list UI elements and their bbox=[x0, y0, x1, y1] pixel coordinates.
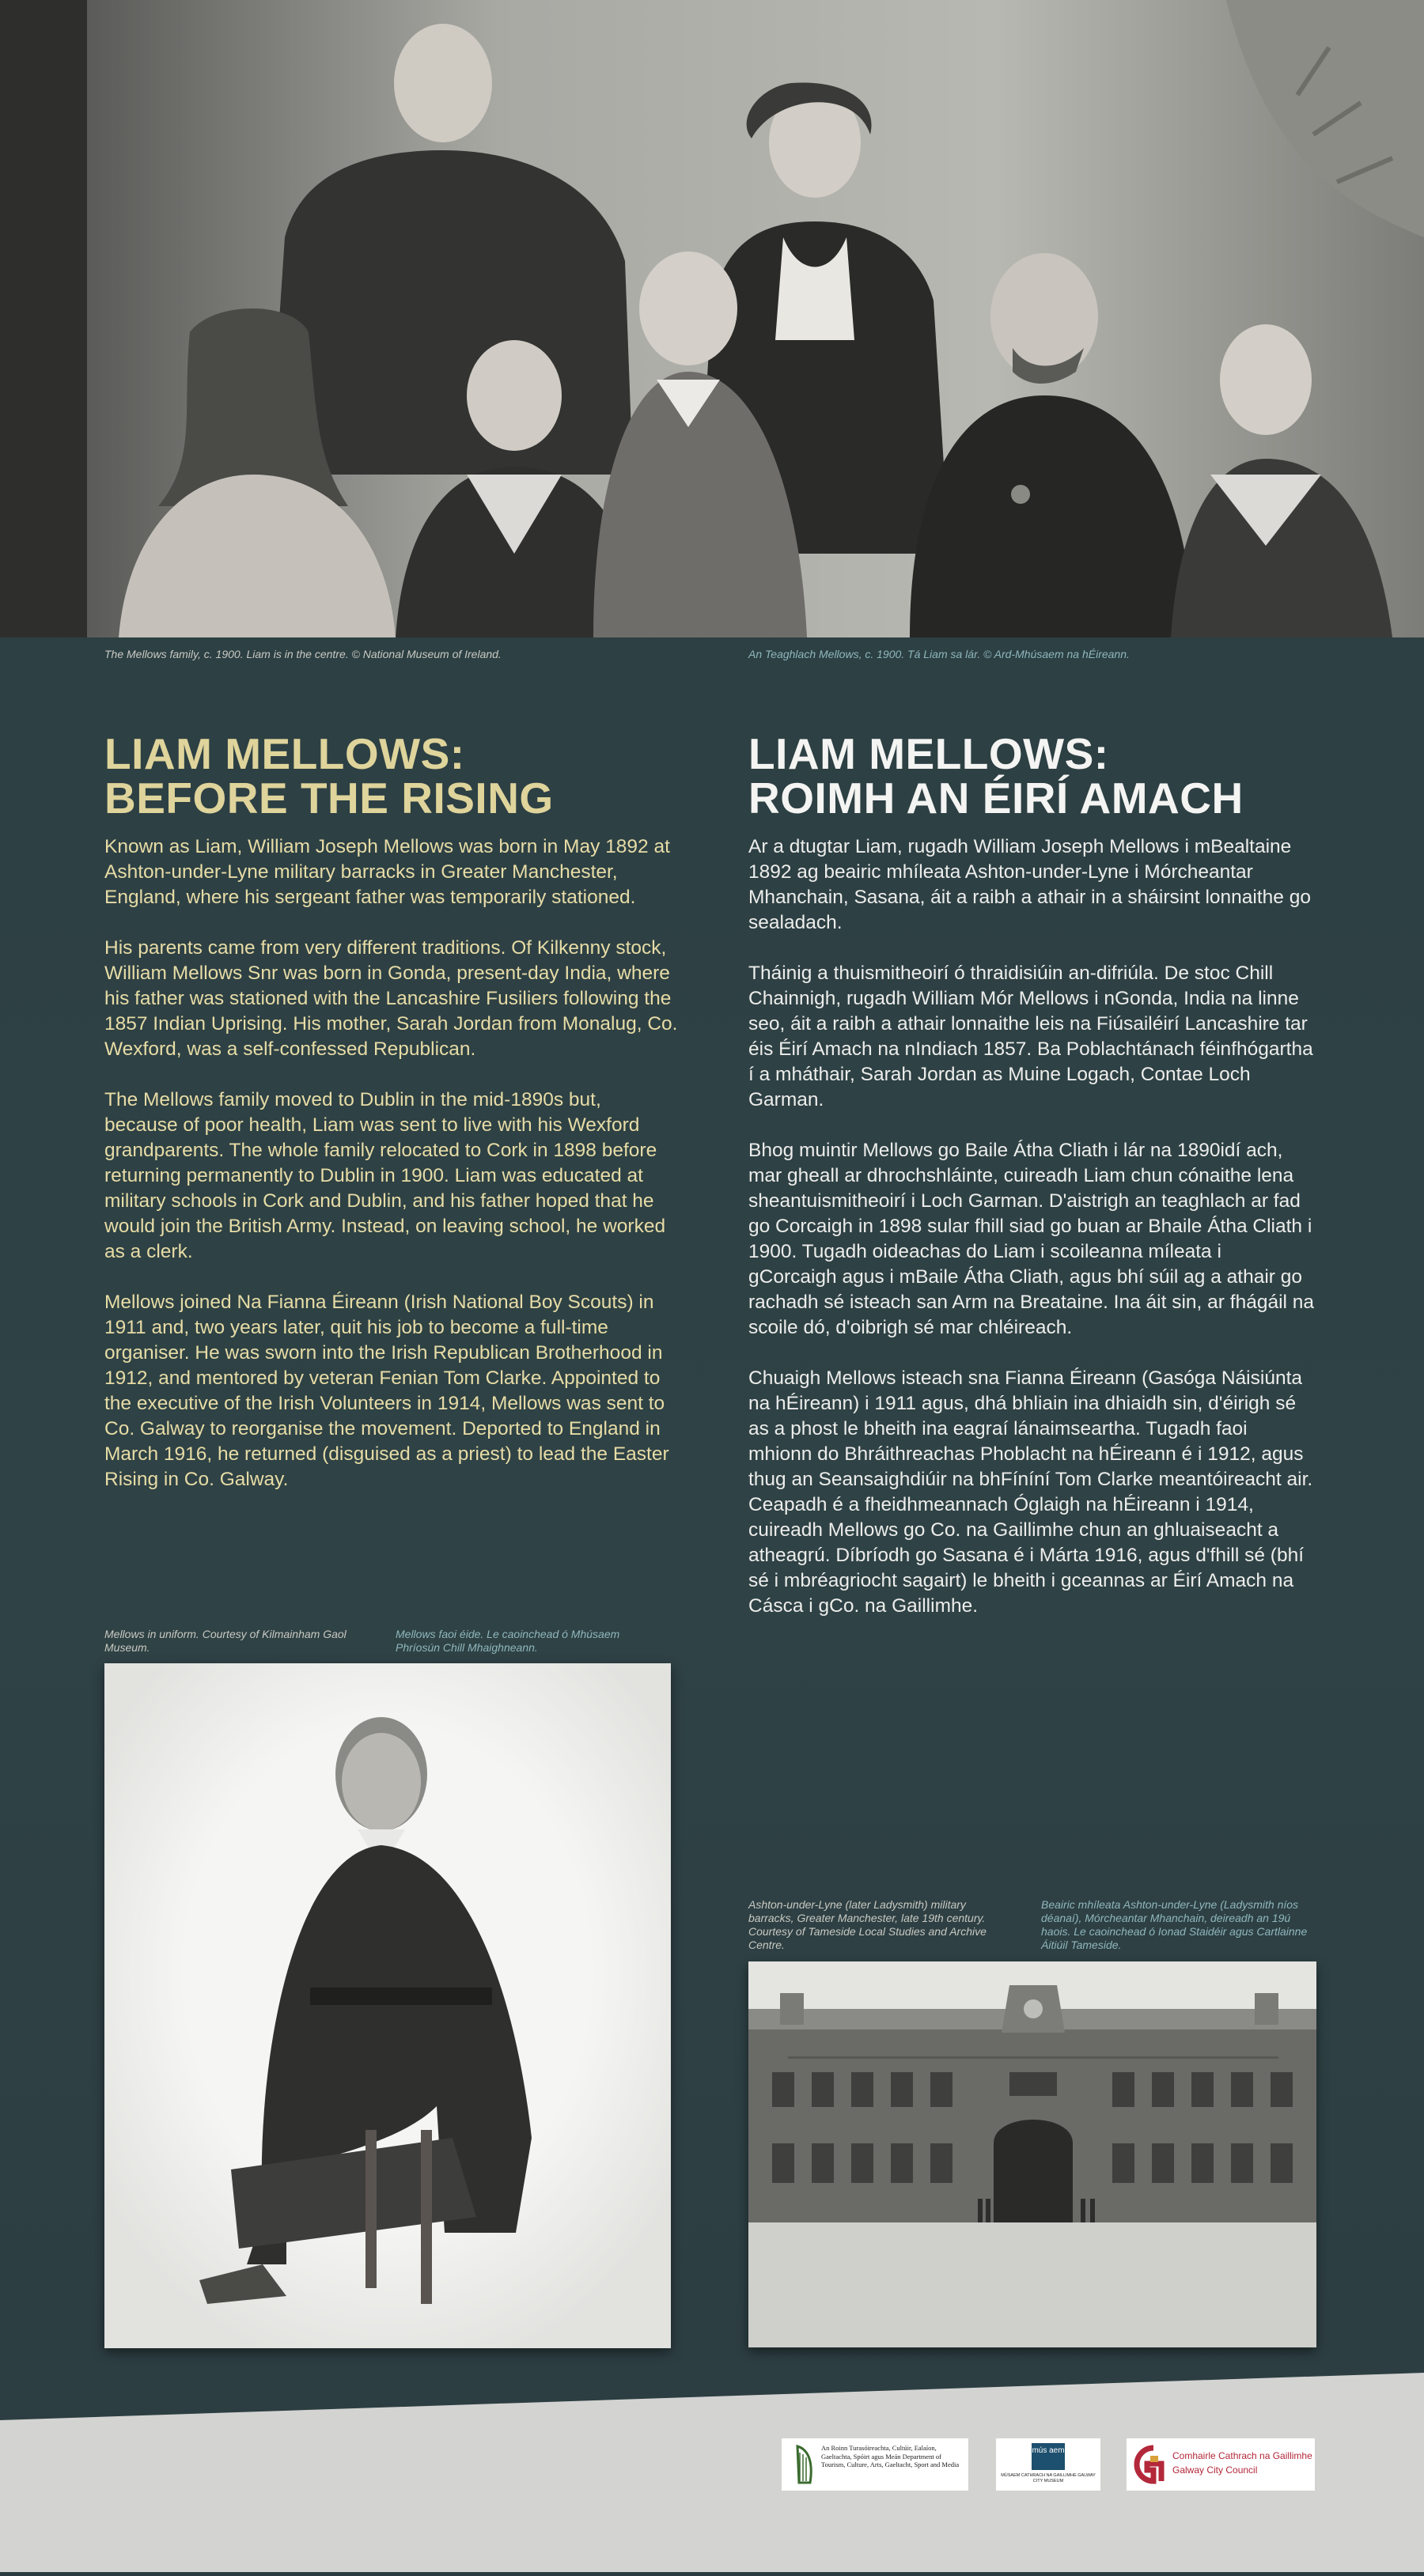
harp-icon bbox=[788, 2438, 820, 2491]
barracks-illustration bbox=[748, 1961, 1316, 2347]
galway-city-council-logo bbox=[1127, 2438, 1315, 2491]
galway-city-museum-logo bbox=[996, 2438, 1100, 2491]
uniform-caption-english: Mellows in uniform. Courtesy of Kilmainham Gaol Museum. bbox=[104, 1628, 347, 1654]
irish-heading bbox=[748, 729, 1381, 823]
uniform-portrait-illustration bbox=[104, 1663, 671, 2348]
english-heading-line2: BEFORE THE RISING bbox=[104, 774, 554, 823]
irish-paragraph: Ar a dtugtar Liam, rugadh William Joseph Mellows i mBealtaine 1892 ag beairic mhíleata Ashton-under-Lyne i Mórcheantar Mhanchain, Sasana, áit a raibh a athair in a sháirsint lonnaithe go sealadach. bbox=[748, 836, 1311, 933]
family-photograph bbox=[0, 0, 1424, 637]
barracks-caption-english: Ashton-under-Lyne (later Ladysmith) military barracks, Greater Manchester, late 19th century. Courtesy of Tameside Local Studies and Archive Centre. bbox=[748, 1898, 987, 1951]
museum-name-text: MÚSAEM CATHRACH NA GAILLIMHE GALWAY CITY MUSEUM bbox=[1001, 2473, 1096, 2483]
irish-paragraph: Bhog muintir Mellows go Baile Átha Cliath i lár na 1890idí ach, mar gheall ar dhrochshláinte, cuireadh Liam chun cónaithe lena sheantuismitheoirí i Loch Garman. D'aistrigh an teaghlach ar fad go Corcaigh in 1898 sular fhill siad go buan ar Bhaile Átha Cliath i 1900. Tugadh oideachas do Liam i scoileanna míleata i gCorcaigh agus i mBaile Átha Cliath, agus bhí súil ag a athair go rachadh sé isteach san Arm na Breataine. Ina áit sin, ar fhágáil na scoile dó, d'oibrigh sé mar chléireach. bbox=[748, 1140, 1315, 1338]
irish-text-column bbox=[748, 834, 1314, 1644]
uniform-caption-irish: Mellows faoi éide. Le caoinchead ó Mhúsaem Phríosún Chill Mhaighneann. bbox=[396, 1628, 620, 1654]
department-logo bbox=[782, 2438, 968, 2491]
irish-paragraph: Tháinig a thuismitheoirí ó thraidisiúin an-difriúla. De stoc Chill Chainnigh, rugadh William Mór Mellows i nGonda, India na linne seo, áit a raibh a athair lonnaithe leis na Fiúsailéirí Lancashire tar éis Éirí Amach na nIndiach 1857. Ba Poblachtánach féinfhógartha í a mháthair, Sarah Jordan as Muine Logach, Contae Loch Garman. bbox=[748, 963, 1313, 1110]
museum-mark-icon bbox=[1032, 2443, 1065, 2470]
english-text-column bbox=[104, 834, 678, 1518]
department-logo-text: An Roinn Turasóireachta, Cultúir, Ealaíon, Gaeltachta, Spóirt agus Meán Department of Tourism, Culture, Arts, Gaeltacht, Sport and Media bbox=[821, 2444, 960, 2468]
museum-mark-text: mús aem bbox=[1032, 2446, 1065, 2455]
barracks-caption-irish: Beairic mhíleata Ashton-under-Lyne (Ladysmith níos déanaí), Mórcheantar Mhanchain, deireadh an 19ú haois. Le caoinchead ó Ionad Staidéir agus Cartlainne Áitiúil Tameside. bbox=[1041, 1898, 1308, 1951]
irish-heading-line1: LIAM MELLOWS: bbox=[748, 729, 1109, 778]
council-name-english: Galway City Council bbox=[1172, 2464, 1258, 2476]
irish-paragraph: Chuaigh Mellows isteach sna Fianna Éireann (Gasóga Náisiúnta na hÉireann) i 1911 agus, dhá bhliain ina dhiaidh sin, d'éirigh sé as a phost le bheith ina eagraí lánaimseartha. Tugadh faoi mhionn do Bhráithreachas Phoblacht na hÉireann é i 1912, agus thug an Seansaighdiúir na bhFíníní Tom Clarke meantóireacht air. Ceapadh é a fheidhmeannach Óglaigh na hÉireann i 1914, cuireadh Mellows go Co. na Gaillimhe chun an ghluaiseacht a atheagrú. Díbríodh go Sasana é i Márta 1916, agus d'fhill sé (bhí sé i mbréagriocht sagairt) le bheith i gceannas ar Éirí Amach na Cásca i gCo. na Gaillimhe. bbox=[748, 1367, 1313, 1617]
english-heading-line1: LIAM MELLOWS: bbox=[104, 729, 465, 778]
hero-caption-english: The Mellows family, c. 1900. Liam is in the centre. © National Museum of Ireland. bbox=[104, 648, 502, 660]
english-paragraph: The Mellows family moved to Dublin in the mid-1890s but, because of poor health, Liam was sent to live with his Wexford grandparents. The whole family relocated to Cork in 1898 before returning permanently to Dublin in 1900. Liam was educated at military schools in Cork and Dublin, and his father hoped that he would join the British Army. Instead, on leaving school, he worked as a clerk. bbox=[104, 1089, 666, 1262]
irish-heading-line2: ROIMH AN ÉIRÍ AMACH bbox=[748, 774, 1244, 823]
hero-caption-irish: An Teaghlach Mellows, c. 1900. Tá Liam sa lár. © Ard-Mhúsaem na hÉireann. bbox=[748, 648, 1130, 660]
family-photo-illustration bbox=[0, 0, 1424, 637]
uniform-portrait-photo bbox=[104, 1663, 671, 2348]
english-paragraph: Mellows joined Na Fianna Éireann (Irish National Boy Scouts) in 1911 and, two years later, quit his job to become a full-time organiser. He was sworn into the Irish Republican Brotherhood in 1912, and mentored by veteran Fenian Tom Clarke. Appointed to the executive of the Irish Volunteers in 1914, Mellows was sent to Co. Galway to reorganise the movement. Deported to England in March 1916, he returned (disguised as a priest) to lead the Easter Rising in Co. Galway. bbox=[104, 1292, 669, 1490]
english-paragraph: His parents came from very different traditions. Of Kilkenny stock, William Mellows Snr was born in Gonda, present-day India, where his father was stationed with the Lancashire Fusiliers following the 1857 Indian Uprising. His mother, Sarah Jordan from Monalug, Co. Wexford, was a self-confessed Republican. bbox=[104, 937, 678, 1060]
council-name-irish: Comhairle Cathrach na Gaillimhe bbox=[1172, 2450, 1312, 2461]
council-crest-icon bbox=[1130, 2438, 1171, 2491]
barracks-photo bbox=[748, 1961, 1316, 2347]
english-paragraph: Known as Liam, William Joseph Mellows was born in May 1892 at Ashton-under-Lyne military barracks in Greater Manchester, England, where his sergeant father was temporarily stationed. bbox=[104, 836, 670, 908]
english-heading bbox=[104, 729, 706, 823]
